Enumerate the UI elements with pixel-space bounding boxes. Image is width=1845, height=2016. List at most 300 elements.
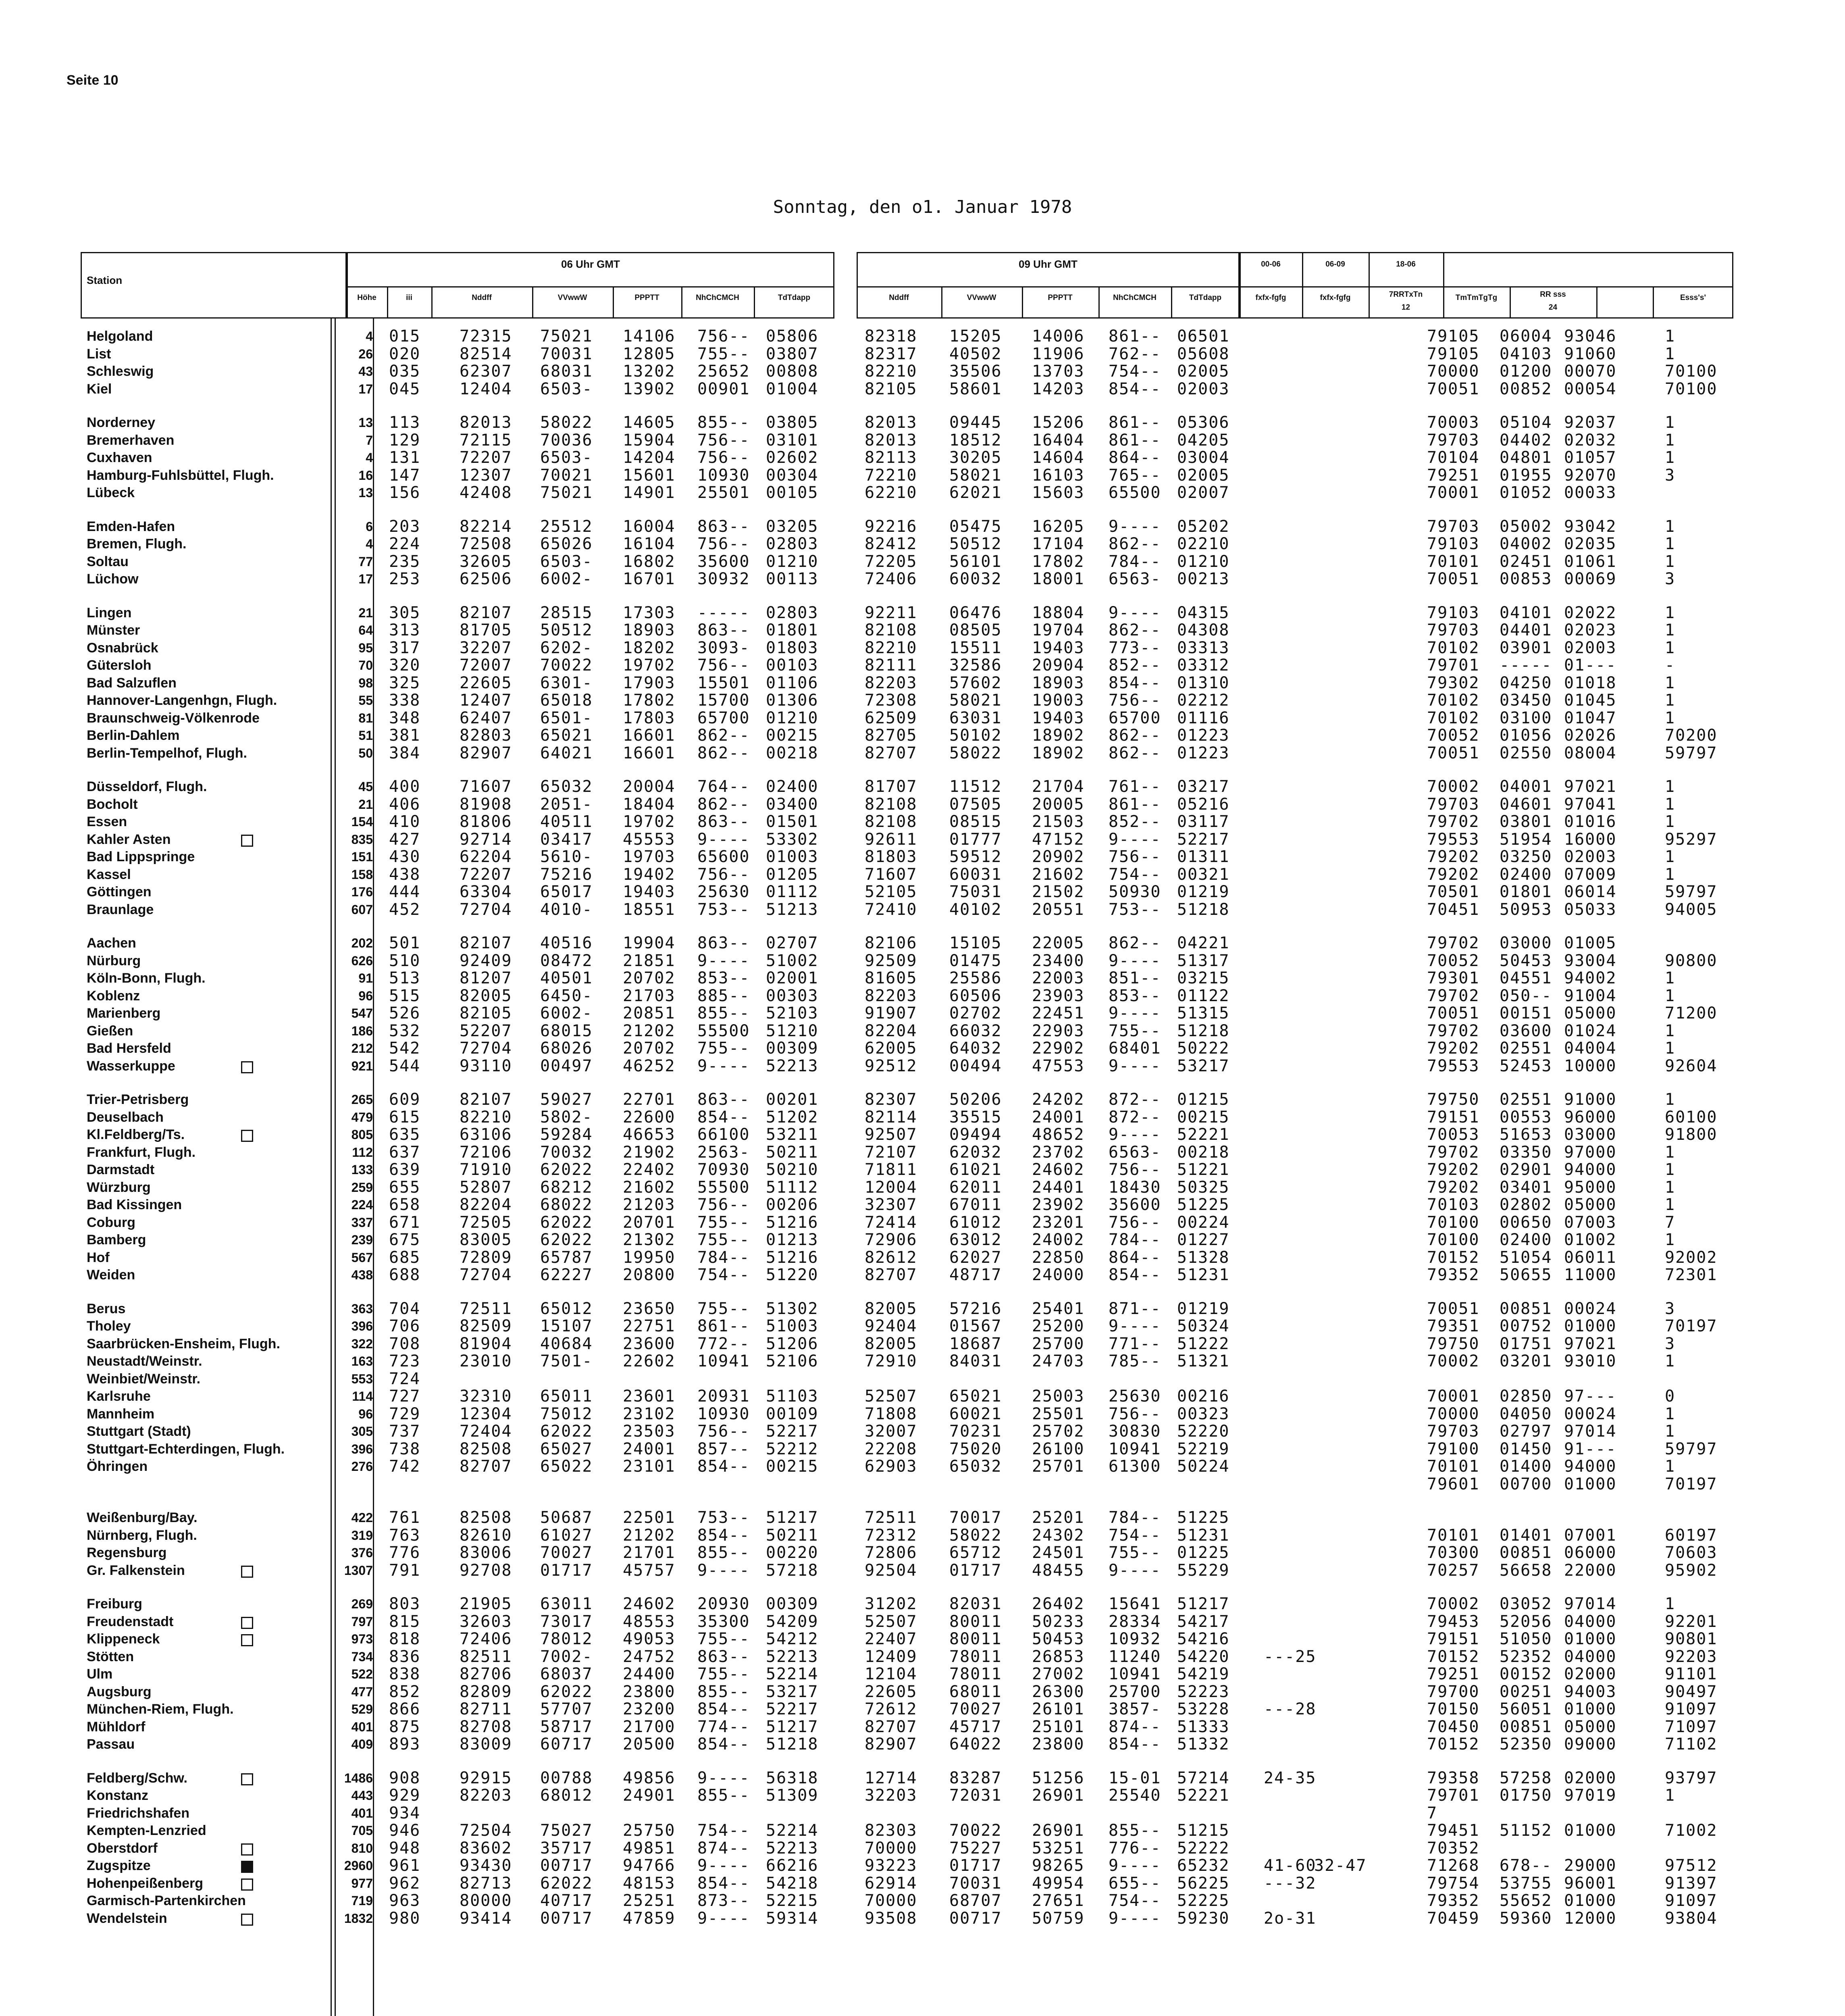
station-number: 675 <box>389 1231 421 1249</box>
station-number: 532 <box>389 1022 421 1040</box>
station-height: 91 <box>358 971 373 985</box>
station-name: Öhringen <box>87 1459 148 1474</box>
station-name: Gießen <box>87 1023 133 1039</box>
obs-06-value: 02803 <box>766 535 819 553</box>
extremes-value: 79750 <box>1427 1090 1480 1109</box>
obs-06-value: 22701 <box>623 1090 676 1109</box>
extremes-value: 1 <box>1665 777 1676 796</box>
extremes-value: 50655 <box>1500 1266 1552 1284</box>
rrsss-header: RR sss <box>1540 290 1566 299</box>
obs-06-value: 72404 <box>460 1422 512 1441</box>
obs-09-value: 00218 <box>1177 1143 1230 1162</box>
obs-06-value: 20702 <box>623 1039 676 1058</box>
extremes-value: 52352 <box>1500 1647 1552 1666</box>
station-name: Kahler Asten <box>87 832 171 847</box>
obs-09-value: 75020 <box>949 1440 1002 1458</box>
obs-09-value: 11512 <box>949 777 1002 796</box>
obs-09-value: 24703 <box>1032 1352 1085 1370</box>
obs-06-value: 50210 <box>766 1160 819 1179</box>
station-name: Tholey <box>87 1318 131 1334</box>
extremes-value: 01024 <box>1564 1022 1617 1040</box>
extremes-value: 79754 <box>1427 1874 1480 1893</box>
obs-06-value: 81908 <box>460 795 512 814</box>
obs-09-value: 72107 <box>865 1143 917 1162</box>
table-row <box>0 604 1845 622</box>
table-row <box>0 1562 1845 1579</box>
station-height: 26 <box>358 347 373 361</box>
obs-06-value: 6301- <box>540 674 593 692</box>
obs-06-value: 756-- <box>697 327 750 346</box>
table-row <box>0 1595 1845 1613</box>
obs-06-value: 40684 <box>540 1335 593 1353</box>
station-name: Cuxhaven <box>87 450 152 465</box>
obs-09-value: 773-- <box>1109 639 1161 657</box>
obs-09-value: 854-- <box>1109 1735 1161 1754</box>
obs-06-value: 82204 <box>460 1195 512 1214</box>
obs-09-value: 57216 <box>949 1300 1002 1318</box>
extremes-value: 79703 <box>1427 621 1480 639</box>
obs-06-value: 01004 <box>766 380 819 398</box>
station-number: 729 <box>389 1405 421 1423</box>
obs-09-value: 18512 <box>949 431 1002 450</box>
extremes-value: 56658 <box>1500 1561 1552 1580</box>
extremes-value: 70459 <box>1427 1909 1480 1928</box>
table-row <box>0 1179 1845 1196</box>
station-number: 320 <box>389 656 421 675</box>
station-height: 259 <box>351 1180 373 1195</box>
station-name: Köln-Bonn, Flugh. <box>87 971 206 986</box>
obs-06-value: 21203 <box>623 1195 676 1214</box>
extremes-value: 79103 <box>1427 535 1480 553</box>
obs-09-value: 21503 <box>1032 812 1085 831</box>
obs-09-value: 01777 <box>949 830 1002 849</box>
extremes-value: 02901 <box>1500 1160 1552 1179</box>
obs-09-value: 05306 <box>1177 413 1230 432</box>
extremes-value: 02400 <box>1500 1231 1552 1249</box>
obs-06-value: 00497 <box>540 1057 593 1075</box>
extremes-value: 60100 <box>1665 1108 1718 1127</box>
page-number: Seite 10 <box>67 73 119 88</box>
obs-06-value: 51213 <box>766 900 819 919</box>
station-number: 338 <box>389 691 421 710</box>
extremes-value: 92002 <box>1665 1248 1718 1267</box>
extremes-value: 91097 <box>1665 1700 1718 1718</box>
extremes-value: 04000 <box>1564 1647 1617 1666</box>
obs-06-value: 53211 <box>766 1125 819 1144</box>
obs-06-value: 00309 <box>766 1595 819 1613</box>
station-height: 719 <box>351 1893 373 1908</box>
obs-09-value: 68401 <box>1109 1039 1161 1058</box>
extremes-value: 02022 <box>1564 604 1617 622</box>
obs-09-value: 854-- <box>1109 380 1161 398</box>
obs-09-value: 35515 <box>949 1108 1002 1127</box>
obs-06-value: 72505 <box>460 1213 512 1232</box>
obs-09-value: 03004 <box>1177 448 1230 467</box>
extremes-value: 02400 <box>1500 865 1552 884</box>
obs-09-value: 47152 <box>1032 830 1085 849</box>
obs-06-value: 14204 <box>623 448 676 467</box>
obs-06-value: ----- <box>697 604 750 622</box>
obs-06-value: 49851 <box>623 1839 676 1858</box>
obs-06-value: 66216 <box>766 1856 819 1875</box>
extremes-value: 01057 <box>1564 448 1617 467</box>
extremes-value: 79702 <box>1427 812 1480 831</box>
station-name: Helgoland <box>87 329 153 344</box>
obs-06-value: 62204 <box>460 848 512 866</box>
obs-06-value: 00717 <box>540 1856 593 1875</box>
obs-09-value: 51315 <box>1177 1004 1230 1023</box>
obs-09-value: 65500 <box>1109 483 1161 502</box>
obs-06-value: 19702 <box>623 812 676 831</box>
obs-09-value: 82210 <box>865 639 917 657</box>
station-name: Soltau <box>87 554 129 569</box>
obs-06-value: 19403 <box>623 883 676 901</box>
obs-09-value: 862-- <box>1109 621 1161 639</box>
obs-09-value: 862-- <box>1109 934 1161 952</box>
station-name: Kl.Feldberg/Ts. <box>87 1127 185 1142</box>
obs-09-value: 68707 <box>949 1891 1002 1910</box>
obs-06-value: 17303 <box>623 604 676 622</box>
obs-06-value: 63106 <box>460 1125 512 1144</box>
obs-09-value: 54219 <box>1177 1665 1230 1683</box>
obs-06-value: 58022 <box>540 413 593 432</box>
table-row <box>0 1161 1845 1179</box>
obs-06-value: 755-- <box>697 1039 750 1058</box>
station-height: 45 <box>358 779 373 794</box>
extremes-value: 02026 <box>1564 726 1617 745</box>
station-number: 156 <box>389 483 421 502</box>
station-number: 761 <box>389 1508 421 1527</box>
extremes-value: 03100 <box>1500 709 1552 727</box>
extremes-value: 93797 <box>1665 1769 1718 1787</box>
table-row <box>0 431 1845 449</box>
station-name: Coburg <box>87 1215 135 1230</box>
station-height: 363 <box>351 1302 373 1316</box>
station-number: 515 <box>389 987 421 1005</box>
obs-09-value: 25003 <box>1032 1387 1085 1406</box>
obs-06-value: 14901 <box>623 483 676 502</box>
obs-06-value: 6202- <box>540 639 593 657</box>
obs-09-value: 70022 <box>949 1821 1002 1840</box>
obs-09-value: 82106 <box>865 934 917 952</box>
obs-09-value: 01210 <box>1177 552 1230 571</box>
obs-06-value: 17802 <box>623 691 676 710</box>
station-number: 129 <box>389 431 421 450</box>
station-number: 688 <box>389 1266 421 1284</box>
station-height: 401 <box>351 1720 373 1734</box>
obs-06-value: 20500 <box>623 1735 676 1754</box>
extremes-value: 00650 <box>1500 1213 1552 1232</box>
station-number: 836 <box>389 1647 421 1666</box>
table-row <box>0 1787 1845 1804</box>
extremes-value: 10000 <box>1564 1057 1617 1075</box>
table-row <box>0 1231 1845 1249</box>
obs-09-value: 755-- <box>1109 1022 1161 1040</box>
obs-09-value: 776-- <box>1109 1839 1161 1858</box>
extremes-value: 71268 <box>1427 1856 1480 1875</box>
obs-06-value: 863-- <box>697 1090 750 1109</box>
station-number: 317 <box>389 639 421 657</box>
station-number: 961 <box>389 1856 421 1875</box>
extremes-value: 1 <box>1665 327 1676 346</box>
obs-06-value: 12404 <box>460 380 512 398</box>
obs-06-value: 22751 <box>623 1317 676 1335</box>
table-row <box>0 449 1845 467</box>
obs-06-value: 72809 <box>460 1248 512 1267</box>
extremes-value: 70051 <box>1427 1004 1480 1023</box>
obs-09-value: 862-- <box>1109 726 1161 745</box>
obs-06-value: 52215 <box>766 1891 819 1910</box>
extremes-value: 70102 <box>1427 709 1480 727</box>
obs-06-value: 24901 <box>623 1786 676 1805</box>
extremes-value: 0 <box>1665 1387 1676 1406</box>
nddff-09-header: Nddff <box>889 294 909 302</box>
obs-09-value: 18001 <box>1032 570 1085 588</box>
ppptt-06-header: PPPTT <box>634 294 659 302</box>
station-height: 438 <box>351 1268 373 1282</box>
extremes-value: 90497 <box>1665 1683 1718 1701</box>
obs-06-value: 16802 <box>623 552 676 571</box>
obs-09-value: 62021 <box>949 483 1002 502</box>
obs-06-value: 51003 <box>766 1317 819 1335</box>
extremes-value: 04004 <box>1564 1039 1617 1058</box>
obs-06-value: 00218 <box>766 744 819 762</box>
obs-09-value: 864-- <box>1109 1248 1161 1267</box>
obs-06-value: 20931 <box>697 1387 750 1406</box>
extremes-value: 70000 <box>1427 1405 1480 1423</box>
extremes-value: 79202 <box>1427 1039 1480 1058</box>
obs-06-value: 75012 <box>540 1405 593 1423</box>
obs-06-value: 75021 <box>540 483 593 502</box>
station-name: List <box>87 346 111 362</box>
obs-09-value: 81605 <box>865 969 917 987</box>
extremes-value: 72301 <box>1665 1266 1718 1284</box>
mountain-station-icon <box>241 1634 253 1646</box>
extremes-value: 1 <box>1665 865 1676 884</box>
obs-06-value: 65700 <box>697 709 750 727</box>
obs-09-value: 03117 <box>1177 812 1230 831</box>
extremes-value: 22000 <box>1564 1561 1617 1580</box>
obs-09-value: 00717 <box>949 1909 1002 1928</box>
obs-09-value: 50930 <box>1109 883 1161 901</box>
obs-06-value: 03805 <box>766 413 819 432</box>
obs-09-value: 51332 <box>1177 1735 1230 1754</box>
gust-00-06-value: ---25 <box>1264 1647 1317 1666</box>
table-row <box>0 1405 1845 1423</box>
obs-09-value: 62914 <box>865 1874 917 1893</box>
table-row <box>0 1091 1845 1108</box>
extremes-value: 1 <box>1665 1160 1676 1179</box>
extremes-value: 79702 <box>1427 934 1480 952</box>
obs-06-value: 68015 <box>540 1022 593 1040</box>
obs-09-value: 784-- <box>1109 552 1161 571</box>
obs-09-value: 12104 <box>865 1665 917 1683</box>
station-name: Karlsruhe <box>87 1389 151 1404</box>
obs-06-value: 5802- <box>540 1108 593 1127</box>
obs-06-value: 10930 <box>697 1405 750 1423</box>
extremes-value: 01005 <box>1564 934 1617 952</box>
table-row <box>0 848 1845 866</box>
extremes-value: 94000 <box>1564 1160 1617 1179</box>
obs-06-value: 72504 <box>460 1821 512 1840</box>
station-height: 337 <box>351 1215 373 1230</box>
obs-06-value: 62227 <box>540 1266 593 1284</box>
extremes-value: 1 <box>1665 1022 1676 1040</box>
obs-09-value: 861-- <box>1109 327 1161 346</box>
obs-09-value: 864-- <box>1109 448 1161 467</box>
obs-09-value: 01717 <box>949 1856 1002 1875</box>
extremes-value: 79302 <box>1427 674 1480 692</box>
obs-06-value: 862-- <box>697 795 750 814</box>
obs-06-value: 40511 <box>540 812 593 831</box>
extremes-value: 59797 <box>1665 883 1718 901</box>
obs-06-value: 57707 <box>540 1700 593 1718</box>
extremes-value: 70603 <box>1665 1543 1718 1562</box>
obs-06-value: 756-- <box>697 1195 750 1214</box>
obs-09-value: 15205 <box>949 327 1002 346</box>
station-name: Emden-Hafen <box>87 519 175 534</box>
extremes-value: 90800 <box>1665 952 1718 970</box>
extremes-value: 94005 <box>1665 900 1718 919</box>
station-height: 112 <box>352 1145 373 1160</box>
extremes-value: 79553 <box>1427 830 1480 849</box>
obs-09-value: 82707 <box>865 744 917 762</box>
clouds-09-header: NhChCMCH <box>1113 294 1157 302</box>
table-row <box>0 1857 1845 1874</box>
hoehe-header: Höhe <box>357 294 376 302</box>
table-row <box>0 831 1845 848</box>
obs-09-value: 9---- <box>1109 517 1161 536</box>
station-name: Weißenburg/Bay. <box>87 1510 198 1525</box>
station-name: Passau <box>87 1737 135 1752</box>
obs-06-value: 00309 <box>766 1039 819 1058</box>
obs-06-value: 18202 <box>623 639 676 657</box>
obs-09-value: 71811 <box>865 1160 917 1179</box>
obs-06-value: 65600 <box>697 848 750 866</box>
obs-09-value: 784-- <box>1109 1508 1161 1527</box>
extremes-value: 02000 <box>1564 1665 1617 1683</box>
obs-09-value: 92611 <box>865 830 917 849</box>
obs-09-value: 51222 <box>1177 1335 1230 1353</box>
obs-09-value: 22003 <box>1032 969 1085 987</box>
station-name: München-Riem, Flugh. <box>87 1702 234 1717</box>
obs-06-value: 01803 <box>766 639 819 657</box>
obs-06-value: 755-- <box>697 1300 750 1318</box>
obs-09-value: 82111 <box>865 656 917 675</box>
extremes-value: 71002 <box>1665 1821 1718 1840</box>
extremes-value: 94002 <box>1564 969 1617 987</box>
extremes-value: 01061 <box>1564 552 1617 571</box>
station-height: 77 <box>358 554 373 569</box>
obs-09-value: 01567 <box>949 1317 1002 1335</box>
station-number: 852 <box>389 1683 421 1701</box>
obs-06-value: 82708 <box>460 1718 512 1736</box>
obs-06-value: 755-- <box>697 1213 750 1232</box>
obs-09-value: 62509 <box>865 709 917 727</box>
obs-06-value: 6450- <box>540 987 593 1005</box>
obs-09-value: 16205 <box>1032 517 1085 536</box>
obs-09-value: 22903 <box>1032 1022 1085 1040</box>
extremes-value: 02550 <box>1500 744 1552 762</box>
obs-09-value: 22005 <box>1032 934 1085 952</box>
obs-09-value: 72511 <box>865 1508 917 1527</box>
station-name: Wasserkuppe <box>87 1058 175 1074</box>
obs-09-value: 23800 <box>1032 1735 1085 1754</box>
extremes-value: 79451 <box>1427 1821 1480 1840</box>
obs-06-value: 00105 <box>766 483 819 502</box>
obs-06-value: 756-- <box>697 1422 750 1441</box>
obs-06-value: 854-- <box>697 1700 750 1718</box>
station-name: Bocholt <box>87 797 138 812</box>
table-row <box>0 1544 1845 1562</box>
obs-09-value: 753-- <box>1109 900 1161 919</box>
obs-06-value: 2051- <box>540 795 593 814</box>
obs-06-value: 50211 <box>766 1526 819 1545</box>
extremes-value: 1 <box>1665 1231 1676 1249</box>
extremes-value: 70501 <box>1427 883 1480 901</box>
obs-09-value: 53251 <box>1032 1839 1085 1858</box>
mountain-station-icon <box>241 1861 253 1873</box>
obs-09-value: 80011 <box>949 1630 1002 1648</box>
obs-06-value: 53217 <box>766 1683 819 1701</box>
extremes-value: - <box>1665 656 1676 675</box>
obs-06-value: 873-- <box>697 1891 750 1910</box>
table-row <box>0 1352 1845 1370</box>
obs-09-value: 25101 <box>1032 1718 1085 1736</box>
station-height: 265 <box>351 1092 373 1107</box>
station-name: Neustadt/Weinstr. <box>87 1354 202 1369</box>
extremes-value: 79750 <box>1427 1335 1480 1353</box>
obs-06-value: 55500 <box>697 1022 750 1040</box>
extremes-value: 1 <box>1665 345 1676 363</box>
station-height: 835 <box>351 832 373 847</box>
table-row <box>0 1422 1845 1440</box>
extremes-value: 97014 <box>1564 1595 1617 1613</box>
obs-09-value: 00216 <box>1177 1387 1230 1406</box>
station-height: 553 <box>351 1372 373 1386</box>
obs-09-value: 22902 <box>1032 1039 1085 1058</box>
station-height: 6 <box>366 519 373 534</box>
table-row <box>0 1108 1845 1126</box>
extremes-value: 96000 <box>1564 1108 1617 1127</box>
obs-06-value: 70027 <box>540 1543 593 1562</box>
station-name: Osnabrück <box>87 640 158 656</box>
obs-09-value: 51225 <box>1177 1508 1230 1527</box>
station-height: 529 <box>351 1702 373 1716</box>
obs-09-value: 51215 <box>1177 1821 1230 1840</box>
station-number: 513 <box>389 969 421 987</box>
obs-06-value: 82013 <box>460 413 512 432</box>
extremes-value: 79700 <box>1427 1683 1480 1701</box>
obs-06-value: 65022 <box>540 1457 593 1476</box>
extremes-value: 70102 <box>1427 639 1480 657</box>
table-row <box>0 553 1845 571</box>
obs-09-value: 20005 <box>1032 795 1085 814</box>
station-height: 51 <box>358 728 373 743</box>
obs-09-value: 12409 <box>865 1647 917 1666</box>
station-height: 133 <box>351 1162 373 1177</box>
mountain-station-icon <box>241 1879 253 1891</box>
station-height: 4 <box>366 329 373 344</box>
station-height: 269 <box>351 1597 373 1611</box>
obs-09-value: 07505 <box>949 795 1002 814</box>
station-height: 81 <box>358 711 373 725</box>
obs-06-value: 72704 <box>460 1266 512 1284</box>
obs-06-value: 16601 <box>623 726 676 745</box>
obs-06-value: 772-- <box>697 1335 750 1353</box>
extremes-value: 03600 <box>1500 1022 1552 1040</box>
extremes-value: 04551 <box>1500 969 1552 987</box>
